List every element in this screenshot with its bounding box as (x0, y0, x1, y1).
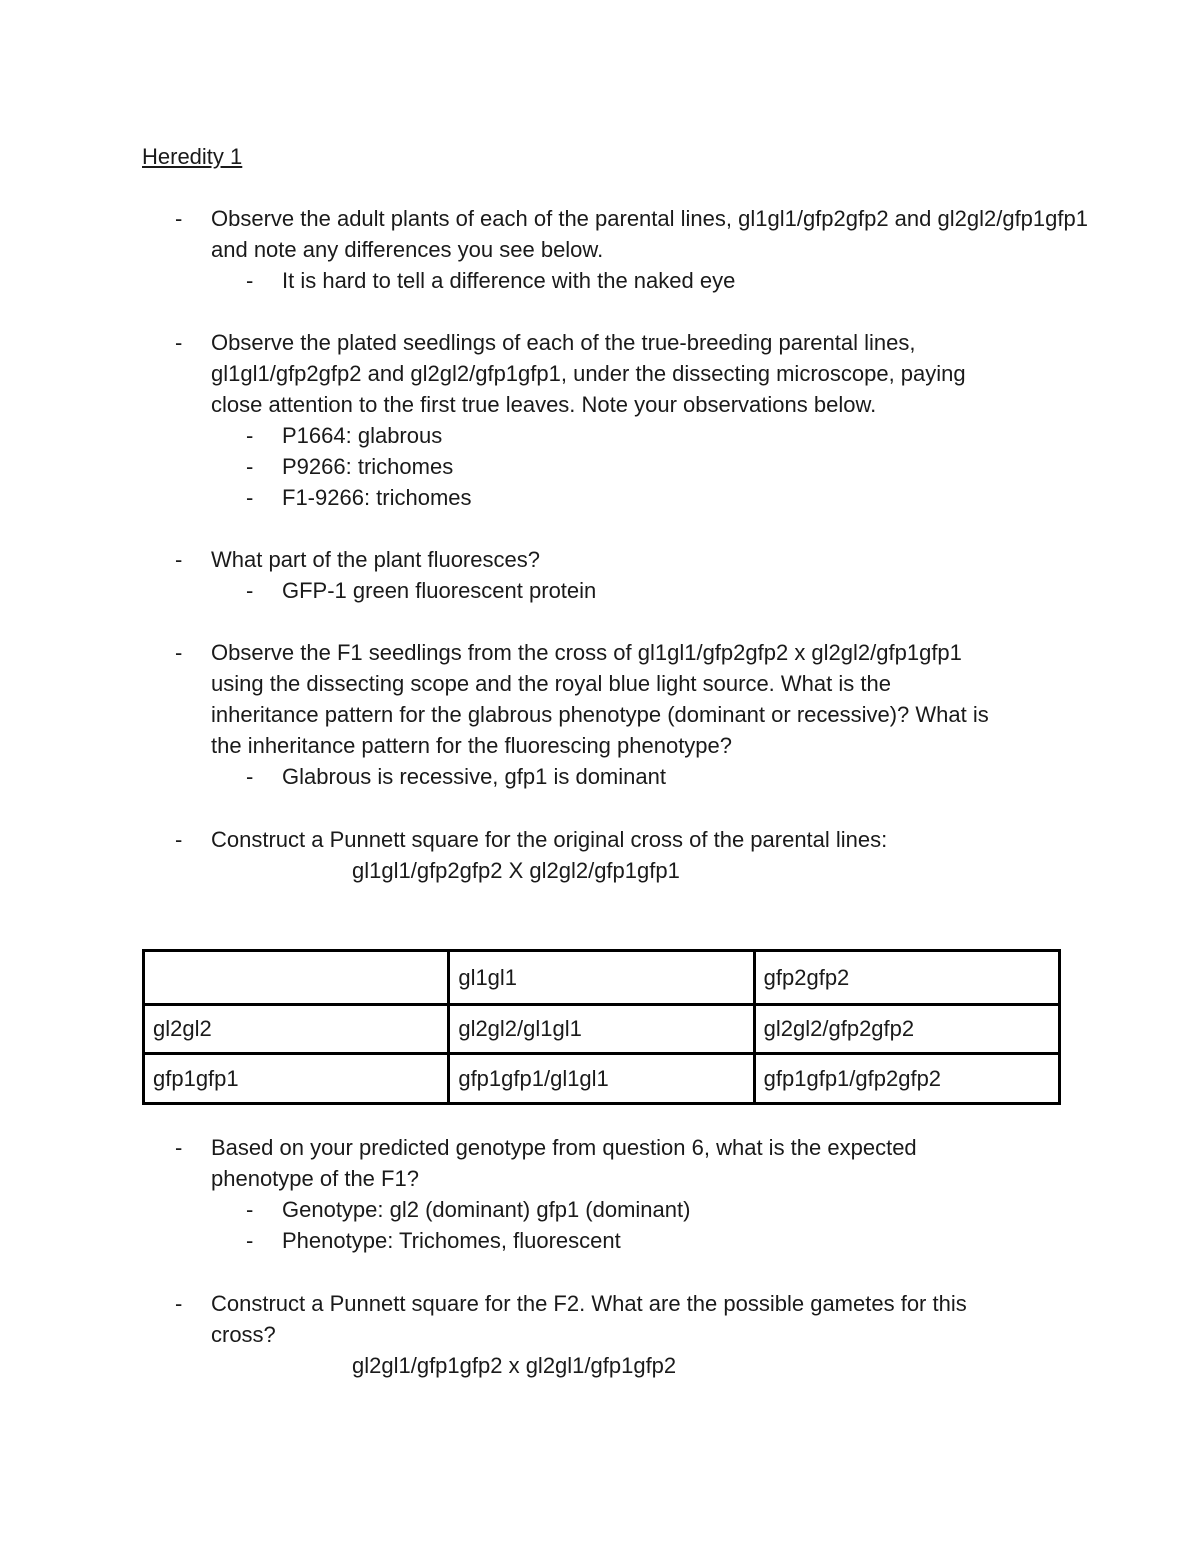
q1-line1: Observe the adult plants of each of the parental lines, gl1gl1/gfp2gfp2 and gl2gl2/gfp1gfp1 (211, 206, 1088, 231)
q4-line4: the inheritance pattern for the fluorescing phenotype? (211, 733, 733, 758)
q6-line1: Based on your predicted genotype from question 6, what is the expected (211, 1135, 917, 1160)
q7-line1: Construct a Punnett square for the F2. What are the possible gametes for this (211, 1291, 967, 1316)
q2-line2: gl1gl1/gfp2gfp2 and gl2gl2/gfp1gfp1, under the dissecting microscope, paying (211, 361, 966, 386)
table-cell (144, 951, 449, 1005)
table-row (144, 1005, 1060, 1054)
table-cell: gfp1gfp1/gfp2gfp2 (754, 1054, 1059, 1104)
q2-answer: P1664: glabrous (282, 423, 443, 448)
bullet-dash: - (175, 1291, 183, 1316)
table-row (144, 1054, 1060, 1104)
q4-answer1: Glabrous is recessive, gfp1 is dominant (282, 764, 666, 789)
bullet-dash: - (246, 578, 254, 603)
bullet-dash: - (246, 1228, 254, 1253)
q3-line1: What part of the plant fluoresces? (211, 547, 540, 572)
q6-answer1: Genotype: gl2 (dominant) gfp1 (dominant) (282, 1197, 691, 1222)
bullet-dash: - (246, 268, 254, 293)
q4-line3: inheritance pattern for the glabrous phenotype (dominant or recessive)? What is (211, 702, 989, 727)
bullet-dash: - (246, 423, 254, 448)
table-cell: gfp2gfp2 (754, 951, 1059, 1005)
bullet-dash: - (246, 1197, 254, 1222)
bullet-dash: - (246, 485, 254, 510)
bullet-dash: - (246, 454, 254, 479)
table-cell: gl2gl2 (144, 1005, 449, 1054)
bullet-dash: - (175, 330, 183, 355)
q4-line1: Observe the F1 seedlings from the cross of gl1gl1/gfp2gfp2 x gl2gl2/gfp1gfp1 (211, 640, 962, 665)
q1-answer1: It is hard to tell a difference with the naked eye (282, 268, 736, 293)
table-cell: gl2gl2/gl1gl1 (449, 1005, 754, 1054)
q2-answer: F1-9266: trichomes (282, 485, 472, 510)
q5-line1: Construct a Punnett square for the original cross of the parental lines: (211, 827, 888, 852)
table-row (144, 951, 1060, 1005)
bullet-dash: - (175, 547, 183, 572)
punnett-square-table (142, 949, 1061, 1105)
bullet-dash: - (175, 827, 183, 852)
q6-line2: phenotype of the F1? (211, 1166, 419, 1191)
q7-line2: cross? (211, 1322, 276, 1347)
q5-formula: gl1gl1/gfp2gfp2 X gl2gl2/gfp1gfp1 (352, 858, 680, 883)
q2-line1: Observe the plated seedlings of each of the true-breeding parental lines, (211, 330, 916, 355)
q1-line2: and note any differences you see below. (211, 237, 604, 262)
q7-formula: gl2gl1/gfp1gfp2 x gl2gl1/gfp1gfp2 (352, 1353, 677, 1378)
bullet-dash: - (175, 1135, 183, 1160)
table-cell: gfp1gfp1/gl1gl1 (449, 1054, 754, 1104)
q4-line2: using the dissecting scope and the royal blue light source. What is the (211, 671, 891, 696)
table-cell: gl2gl2/gfp2gfp2 (754, 1005, 1059, 1054)
table-cell: gfp1gfp1 (144, 1054, 449, 1104)
bullet-dash: - (246, 764, 254, 789)
q2-line3: close attention to the first true leaves. Note your observations below. (211, 392, 877, 417)
table-cell: gl1gl1 (449, 951, 754, 1005)
bullet-dash: - (175, 640, 183, 665)
q2-answer: P9266: trichomes (282, 454, 454, 479)
q3-answer1: GFP-1 green fluorescent protein (282, 578, 597, 603)
document-title: Heredity 1 (142, 144, 243, 169)
bullet-dash: - (175, 206, 183, 231)
q6-answer2: Phenotype: Trichomes, fluorescent (282, 1228, 621, 1253)
